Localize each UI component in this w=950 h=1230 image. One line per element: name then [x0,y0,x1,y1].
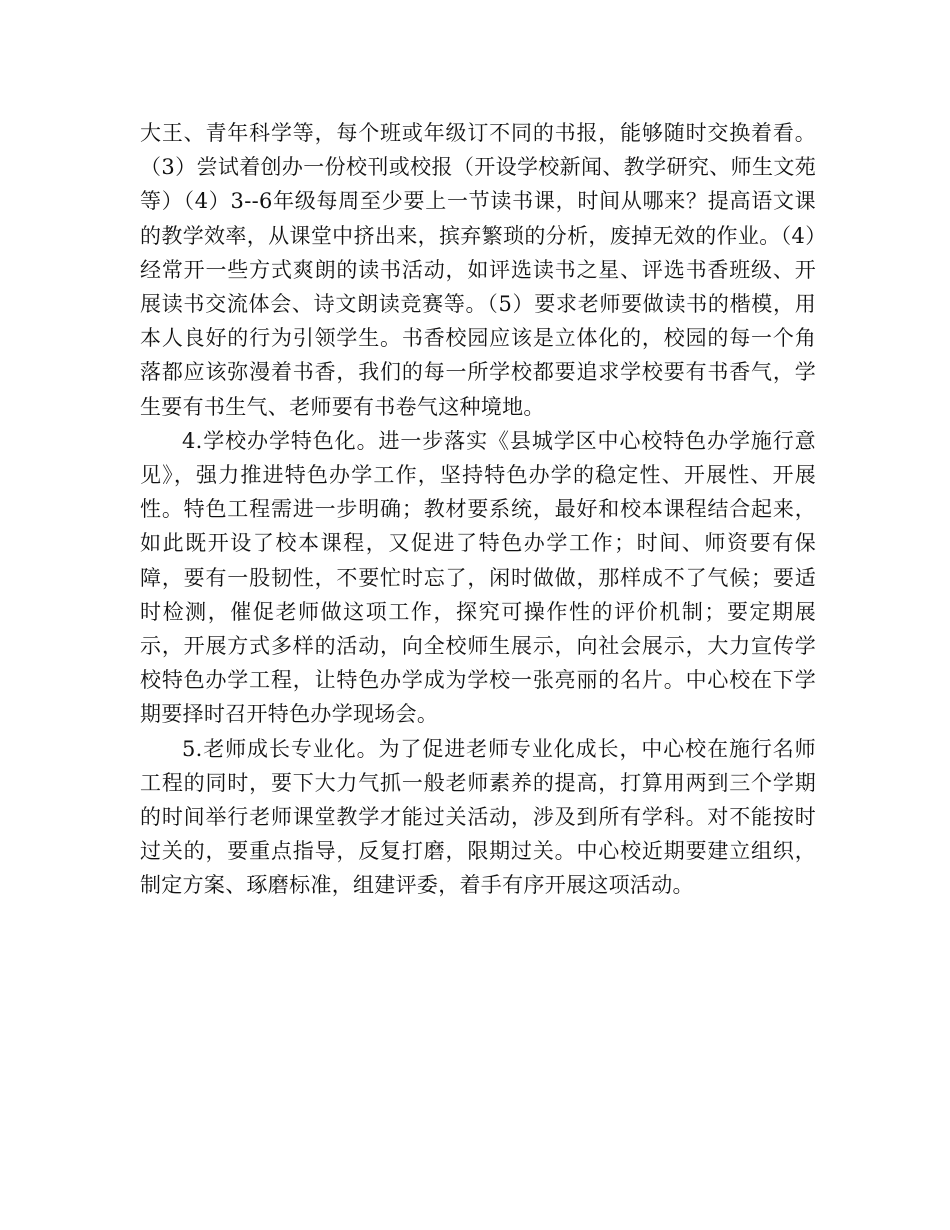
paragraph-school-characteristics: 4.学校办学特色化。进一步落实《县城学区中心校特色办学施行意见》，强力推进特色办学工作，坚持特色办学的稳定性、开展性、开展性。特色工程需进一步明确；教材要系统，最好和校本课程结合起来，如此既开设了校本课程，又促进了特色办学工作；时间、师资要有保障，要有一股韧性，不要忙时忘了，闲时做做，那样成不了气候；要适时检测，催促老师做这项工作，探究可操作性的评价机制；要定期展示，开展方式多样的活动，向全校师生展示，向社会展示，大力宣传学校特色办学工程，让特色办学成为学校一张亮丽的名片。中心校在下学期要择时召开特色办学现场会。 [140,428,816,727]
document-page [140,116,816,903]
paragraph-reading-activities: 大王、青年科学等，每个班或年级订不同的书报，能够随时交换着看。（3）尝试着创办一份校刊或校报（开设学校新闻、教学研究、师生文苑等）（4）3--6年级每周至少要上一节读书课，时间从哪来？提高语文课的教学效率，从课堂中挤出来，摈弃繁琐的分析，废掉无效的作业。（4）经常开一些方式爽朗的读书活动，如评选读书之星、评选书香班级、开展读书交流体会、诗文朗读竞赛等。（5）要求老师要做读书的楷模，用本人良好的行为引领学生。书香校园应该是立体化的，校园的每一个角落都应该弥漫着书香，我们的每一所学校都要追求学校要有书香气，学生要有书生气、老师要有书卷气这种境地。 [140,121,816,419]
paragraph-teacher-growth: 5.老师成长专业化。为了促进老师专业化成长，中心校在施行名师工程的同时，要下大力气抓一般老师素养的提高，打算用两到三个学期的时间举行老师课堂教学才能过关活动，涉及到所有学科。对不能按时过关的，要重点指导，反复打磨，限期过关。中心校近期要建立组织，制定方案、琢磨标准，组建评委，着手有序开展这项活动。 [140,736,816,898]
